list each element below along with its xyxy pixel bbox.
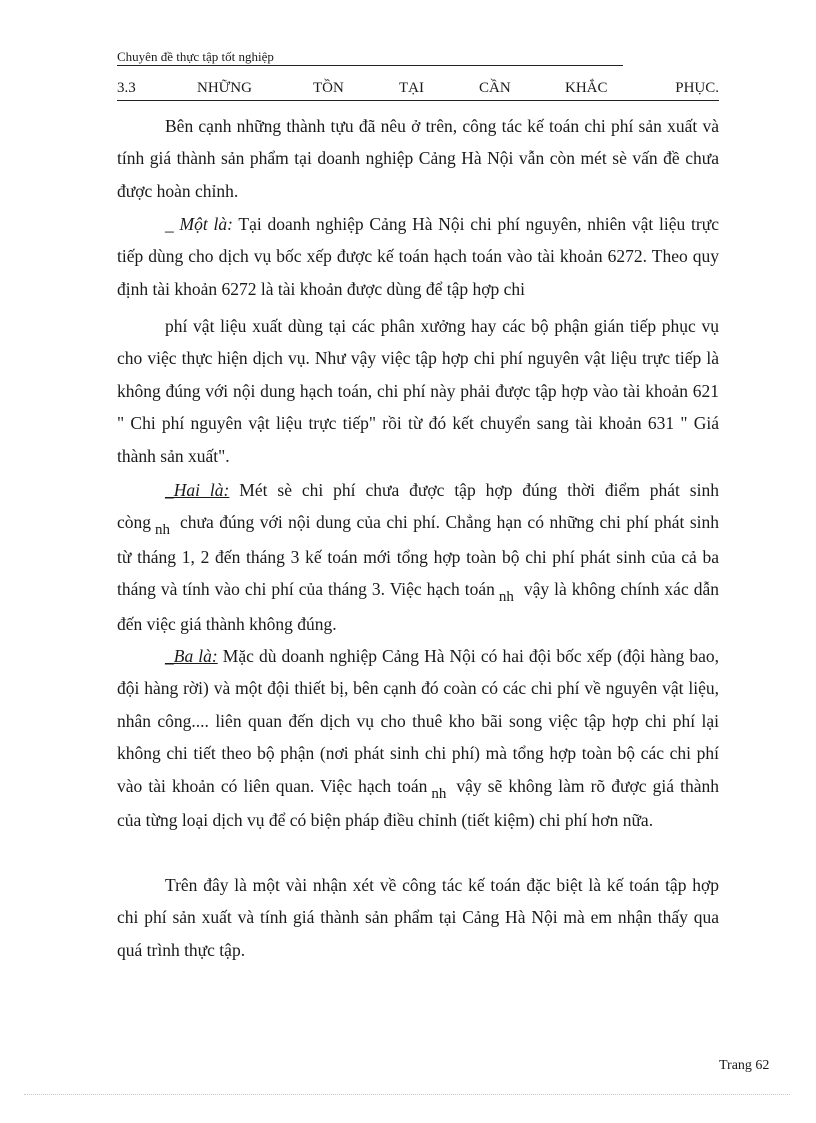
section-word-4: CẦN — [479, 80, 511, 96]
nh-fragment: nh — [431, 785, 447, 802]
nh-fragment: nh — [498, 589, 514, 606]
section-number: 3.3 — [117, 80, 136, 96]
paragraph-conclusion — [117, 869, 719, 966]
point-two-text-1: Mét sè chi phí chưa được tập hợp đúng thời điểm phát sinh còng — [117, 480, 719, 533]
section-heading — [117, 80, 719, 101]
nh-fragment: nh — [155, 522, 171, 539]
point-two-text-2: chưa đúng với nội dung của chi phí. Chẳng hạn có những chi phí phát sinh từ tháng 1, 2 đến tháng 3 kế toán mới tổng hợp toàn bộ chi phí phát sinh của cả ba tháng và tính vào chi phí của tháng 3. Việc hạch toán — [117, 512, 719, 600]
section-word-1: NHỮNG — [197, 80, 252, 96]
section-word-6: PHỤC. — [675, 80, 719, 96]
section-word-3: TẠI — [399, 80, 424, 96]
point-three-text-2: vậy sẽ không làm rõ được giá thành của từng loại dịch vụ để có biện pháp điều chỉnh (tiết kiệm) chi phí hơn nữa. — [117, 775, 719, 831]
point-two-text-3: vậy là không chính xác dẫn đến việc giá thành không đúng. — [117, 579, 719, 634]
point-one-text-a: Tại doanh nghiệp Cảng Hà Nội chi phí nguyên, nhiên vật liệu trực tiếp dùng cho dịch vụ bốc xếp được kế toán hạch toán vào tài khoản 6272. Theo quy định tài khoản 6272 là tài khoản được dùng để tập hợp chi — [117, 214, 719, 299]
conclusion-text: Trên đây là một vài nhận xét về công tác kế toán đặc biệt là kế toán tập hợp chi phí sản xuất và tính giá thành sản phẩm tại Cảng Hà Nội mà em nhận thấy qua quá trình thực tập. — [117, 875, 719, 960]
point-one-lead: _ Một là: — [165, 214, 233, 234]
page-number: Trang 62 — [719, 1058, 770, 1073]
section-word-2: TỒN — [313, 80, 344, 96]
paragraph-point-three — [117, 640, 719, 836]
paragraph-point-one-a — [117, 208, 719, 305]
paragraph-intro-text: Bên cạnh những thành tựu đã nêu ở trên, công tác kế toán chi phí sản xuất và tính giá thành sản phẩm tại doanh nghiệp Cảng Hà Nội vẫn còn mét sè vấn đề chưa được hoàn chỉnh. — [117, 116, 719, 201]
point-one-text-b: phí vật liệu xuất dùng tại các phân xưởng hay các bộ phận gián tiếp phục vụ cho việc thực hiện dịch vụ. Như vậy việc tập hợp chi phí nguyên vật liệu trực tiếp là không đúng với nội dung hạch toán, chi phí này phải được tập hợp vào tài khoản 621 " Chi phí nguyên vật liệu trực tiếp" rồi từ đó kết chuyển sang tài khoản 631 " Giá thành sản xuất". — [117, 316, 719, 466]
paragraph-point-two — [117, 474, 719, 640]
point-three-lead: _Ba là: — [165, 646, 218, 666]
point-three-text-1: Mặc dù doanh nghiệp Cảng Hà Nội có hai đội bốc xếp (đội hàng bao, đội hàng rời) và một đội thiết bị, bên cạnh đó coàn có các chi phí về nguyên vật liệu, nhân công.... liên quan đến dịch vụ cho thuê kho bãi song việc tập hợp chi phí lại không chi tiết theo bộ phận (nơi phát sinh chi phí) mà tổng hợp toàn bộ các chi phí vào tài khoản có liên quan. Việc hạch toán — [117, 646, 719, 796]
paragraph-intro — [117, 110, 719, 207]
point-two-lead: _Hai là: — [165, 480, 230, 500]
paragraph-point-one-b — [117, 310, 719, 472]
section-word-5: KHẮC — [565, 80, 608, 96]
footer-divider — [24, 1094, 790, 1095]
running-header: Chuyên đề thực tập tốt nghiệp — [117, 49, 623, 66]
